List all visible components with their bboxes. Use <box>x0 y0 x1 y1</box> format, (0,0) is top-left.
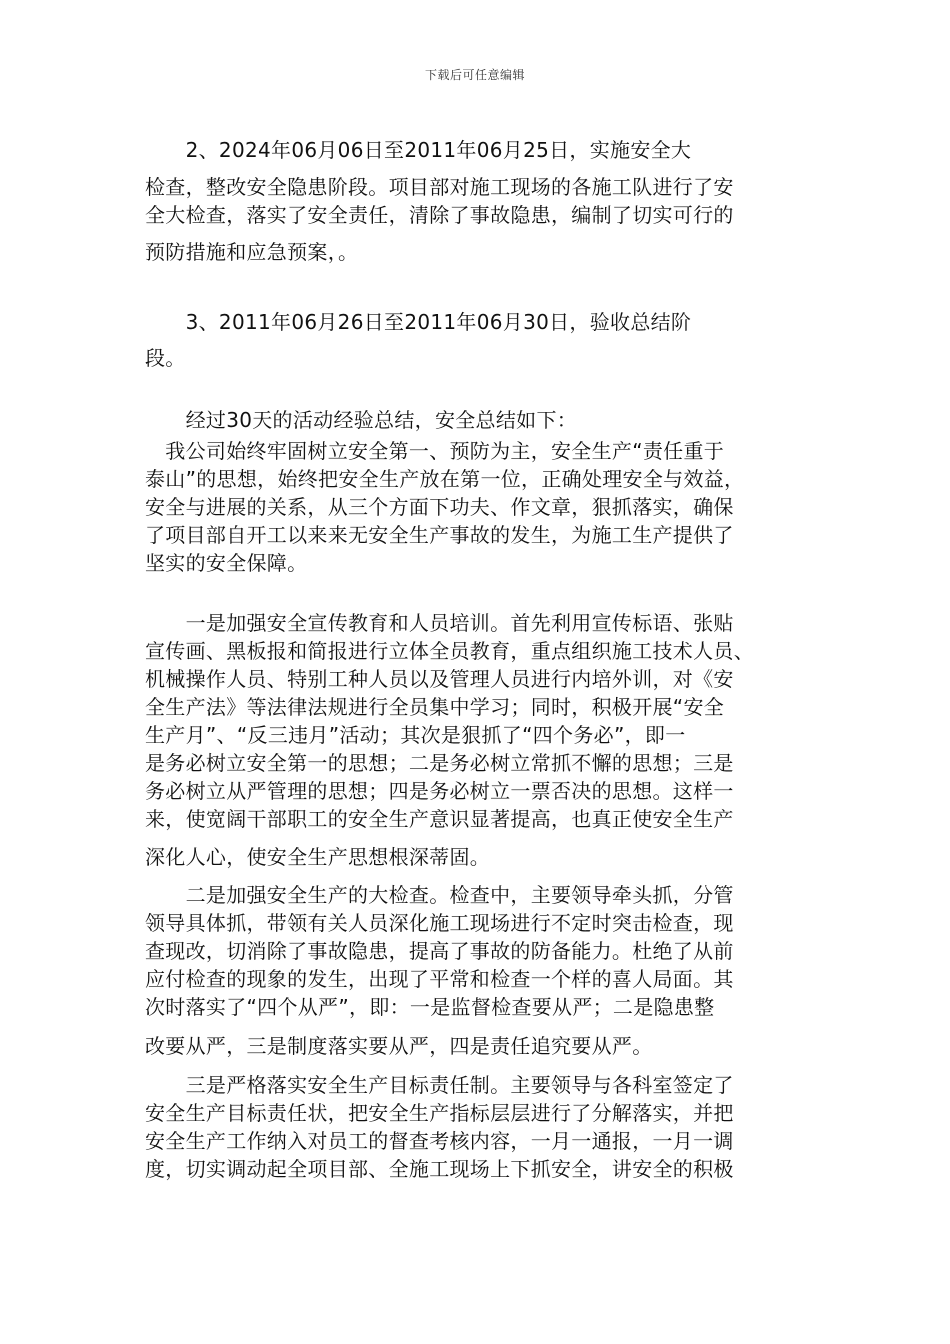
text-line: 了项目部自开工以来来无安全生产事故的发生，为施工生产提供了 <box>145 523 734 547</box>
text-line: 二是加强安全生产的大检查。检查中，主要领导牵头抓，分管 <box>145 883 734 907</box>
text-line: 一是加强安全宣传教育和人员培训。首先利用宣传标语、张贴 <box>145 611 734 635</box>
text-line: 全大检查，落实了安全责任，清除了事故隐患，编制了切实可行的 <box>145 203 734 227</box>
text-line: 坚实的安全保障。 <box>145 551 308 575</box>
text-line: 预防措施和应急预案，。 <box>145 240 359 264</box>
paragraph-phase-2 <box>145 136 810 266</box>
text-line: 务必树立从严管理的思想；四是务必树立一票否决的思想。这样一 <box>145 779 734 803</box>
text-line: 机械操作人员、特别工种人员以及管理人员进行内培外训，对《安 <box>145 667 734 691</box>
text-line: 3、2011年06月26日至2011年06月30日，验收总结阶 <box>145 310 692 334</box>
header-note: 下载后可任意编辑 <box>424 68 525 82</box>
paragraph-company-policy <box>145 437 810 577</box>
text-line: 经过30天的活动经验总结，安全总结如下： <box>145 408 578 432</box>
paragraph-point-three <box>145 1071 810 1183</box>
text-line: 改要从严，三是制度落实要从严，四是责任追究要从严。 <box>145 1034 653 1058</box>
text-line: 安全生产目标责任状，把安全生产指标层层进行了分解落实，并把 <box>145 1101 734 1125</box>
text-line: 2、2024年06月06日至2011年06月25日，实施安全大 <box>145 138 692 162</box>
text-line: 安全生产工作纳入对员工的督查考核内容，一月一通报，一月一调 <box>145 1129 734 1153</box>
text-line: 生产月”、“反三违月”活动；其次是狠抓了“四个务必”，即一 <box>145 723 686 747</box>
paragraph-phase-3 <box>145 308 810 372</box>
text-line: 查现改，切消除了事故隐患，提高了事故的防备能力。杜绝了从前 <box>145 939 734 963</box>
text-line: 泰山”的思想，始终把安全生产放在第一位，正确处理安全与效益， <box>145 467 745 491</box>
text-line: 度，切实调动起全项目部、全施工现场上下抓安全，讲安全的积极 <box>145 1157 734 1181</box>
paragraph-point-one <box>145 609 810 871</box>
paragraph-point-two <box>145 881 810 1060</box>
text-line: 段。 <box>145 346 186 370</box>
text-line: 三是严格落实安全生产目标责任制。主要领导与各科室签定了 <box>145 1073 734 1097</box>
text-line: 领导具体抓，带领有关人员深化施工现场进行不定时突击检查，现 <box>145 911 734 935</box>
text-line: 深化人心，使安全生产思想根深蒂固。 <box>145 845 491 869</box>
text-line: 是务必树立安全第一的思想；二是务必树立常抓不懈的思想；三是 <box>145 751 734 775</box>
text-line: 我公司始终牢固树立安全第一、预防为主，安全生产“责任重于 <box>145 439 725 463</box>
text-line: 全生产法》等法律法规进行全员集中学习；同时，积极开展“安全 <box>145 695 725 719</box>
paragraph-summary-intro <box>145 406 810 434</box>
text-line: 检查，整改安全隐患阶段。项目部对施工现场的各施工队进行了安 <box>145 175 734 199</box>
text-line: 宣传画、黑板报和简报进行立体全员教育，重点组织施工技术人员、 <box>145 639 754 663</box>
text-line: 来，使宽阔干部职工的安全生产意识显著提高，也真正使安全生产 <box>145 807 734 831</box>
text-line: 次时落实了“四个从严”，即：一是监督检查要从严；二是隐患整 <box>145 995 715 1019</box>
text-line: 安全与进展的关系，从三个方面下功夫、作文章，狠抓落实，确保 <box>145 495 734 519</box>
text-line: 应付检查的现象的发生，出现了平常和检查一个样的喜人局面。其 <box>145 967 734 991</box>
